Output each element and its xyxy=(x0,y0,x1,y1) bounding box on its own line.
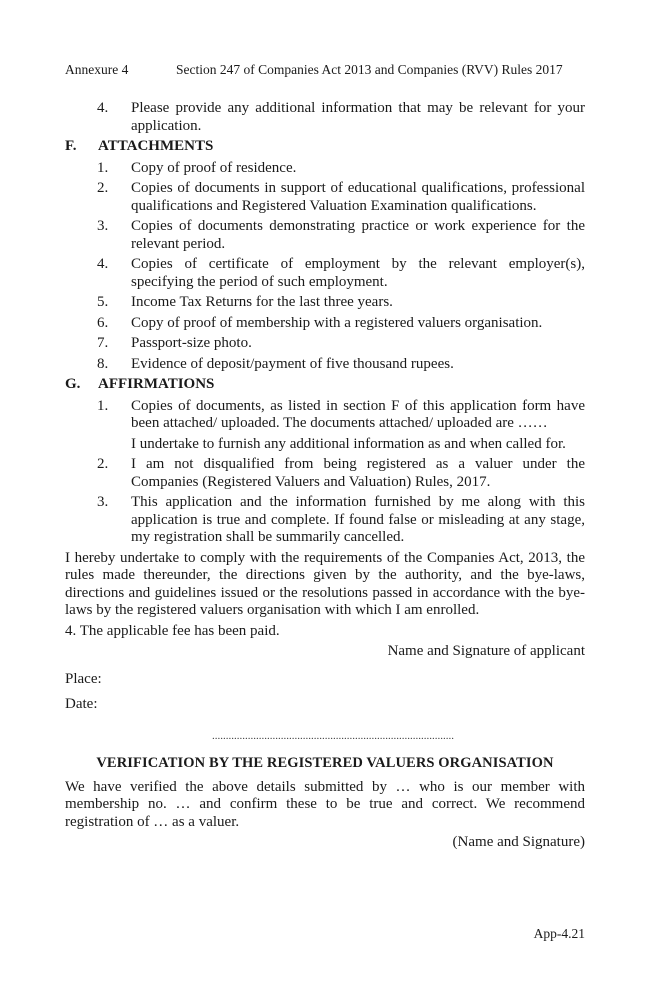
item-text: Copies of documents in support of educational qualifications, professional qualifications and Registered Valuation Examination qualifications. xyxy=(131,180,585,214)
fee-statement: 4. The applicable fee has been paid. xyxy=(65,622,280,639)
item-text: This application and the information furnished by me along with this application is true and complete. If found false or misleading at any stage, my registration shall be summarily cancelled. xyxy=(131,494,585,545)
date-label: Date: xyxy=(65,696,98,712)
item-extra-text: I undertake to furnish any additional information as and when called for. xyxy=(131,435,566,452)
section-letter: F. xyxy=(65,138,77,154)
page-number: App-4.21 xyxy=(533,926,585,941)
item-number: 7. xyxy=(97,335,109,351)
verification-heading: VERIFICATION BY THE REGISTERED VALUERS ORGANISATION xyxy=(96,755,554,771)
list-item xyxy=(65,256,585,291)
item-number: 8. xyxy=(97,355,109,372)
item-text: Copies of certificate of employment by the relevant employer(s), specifying the period of such employment. xyxy=(131,256,585,290)
list-item xyxy=(65,218,585,253)
verification-signature-label: (Name and Signature) xyxy=(452,834,585,850)
list-item xyxy=(65,398,585,454)
place-label: Place: xyxy=(65,670,102,687)
dotted-separator: ........................................................................................ xyxy=(212,729,454,742)
list-item xyxy=(65,160,585,178)
list-item xyxy=(65,356,585,374)
item-text: I am not disqualified from being registered as a valuer under the Companies (Registered Valuers and Valuation) Rules, 2017. xyxy=(131,456,585,490)
item-number: 6. xyxy=(97,314,109,331)
header-annexure: Annexure 4 xyxy=(65,62,129,77)
item-number: 2. xyxy=(97,456,109,472)
list-item xyxy=(65,456,585,491)
list-item xyxy=(65,494,585,547)
item-text: Copy of proof of membership with a registered valuers organisation. xyxy=(131,314,543,331)
section-heading-attachments xyxy=(65,138,585,156)
item-number: 4. xyxy=(97,100,109,116)
list-item xyxy=(65,180,585,215)
list-item xyxy=(65,335,585,353)
item-number: 5. xyxy=(97,294,109,310)
item-number: 1. xyxy=(97,397,109,414)
list-item-additional-info xyxy=(65,100,585,135)
section-letter: G. xyxy=(65,376,81,392)
item-text: Passport-size photo. xyxy=(131,335,252,351)
verification-paragraph: We have verified the above details submitted by … who is our member with membership no. … and confirm these to be true and correct. We recommend registration of … as a valuer. xyxy=(65,778,585,830)
section-title: ATTACHMENTS xyxy=(98,138,214,154)
item-number: 1. xyxy=(97,159,109,176)
item-number: 3. xyxy=(97,218,109,234)
item-text: Copies of documents, as listed in section F of this application form have been attached/ uploaded. The documents attached/ uploaded are …… xyxy=(131,397,585,431)
item-number: 4. xyxy=(97,256,109,272)
section-title: AFFIRMATIONS xyxy=(98,376,215,392)
header-section-title: Section 247 of Companies Act 2013 and Companies (RVV) Rules 2017 xyxy=(176,62,563,77)
undertaking-paragraph: I hereby undertake to comply with the requirements of the Companies Act, 2013, the rules made thereunder, the directions given by the authority, and the bye-laws, directions and guidelines issued or the resolutions passed in accordance with the bye-laws by the registered valuers organisation with which I am enrolled. xyxy=(65,549,585,618)
list-item xyxy=(65,315,585,333)
document-body xyxy=(65,100,585,855)
item-text: Please provide any additional information that may be relevant for your application. xyxy=(131,100,585,134)
item-text: Copies of documents demonstrating practice or work experience for the relevant period. xyxy=(131,218,585,252)
item-text: Income Tax Returns for the last three years. xyxy=(131,294,393,310)
applicant-signature-label: Name and Signature of applicant xyxy=(387,643,585,659)
item-text: Copy of proof of residence. xyxy=(131,159,297,176)
item-text: Evidence of deposit/payment of five thousand rupees. xyxy=(131,355,454,372)
item-number: 2. xyxy=(97,180,109,196)
section-heading-affirmations xyxy=(65,376,585,394)
item-number: 3. xyxy=(97,494,109,510)
list-item xyxy=(65,294,585,312)
